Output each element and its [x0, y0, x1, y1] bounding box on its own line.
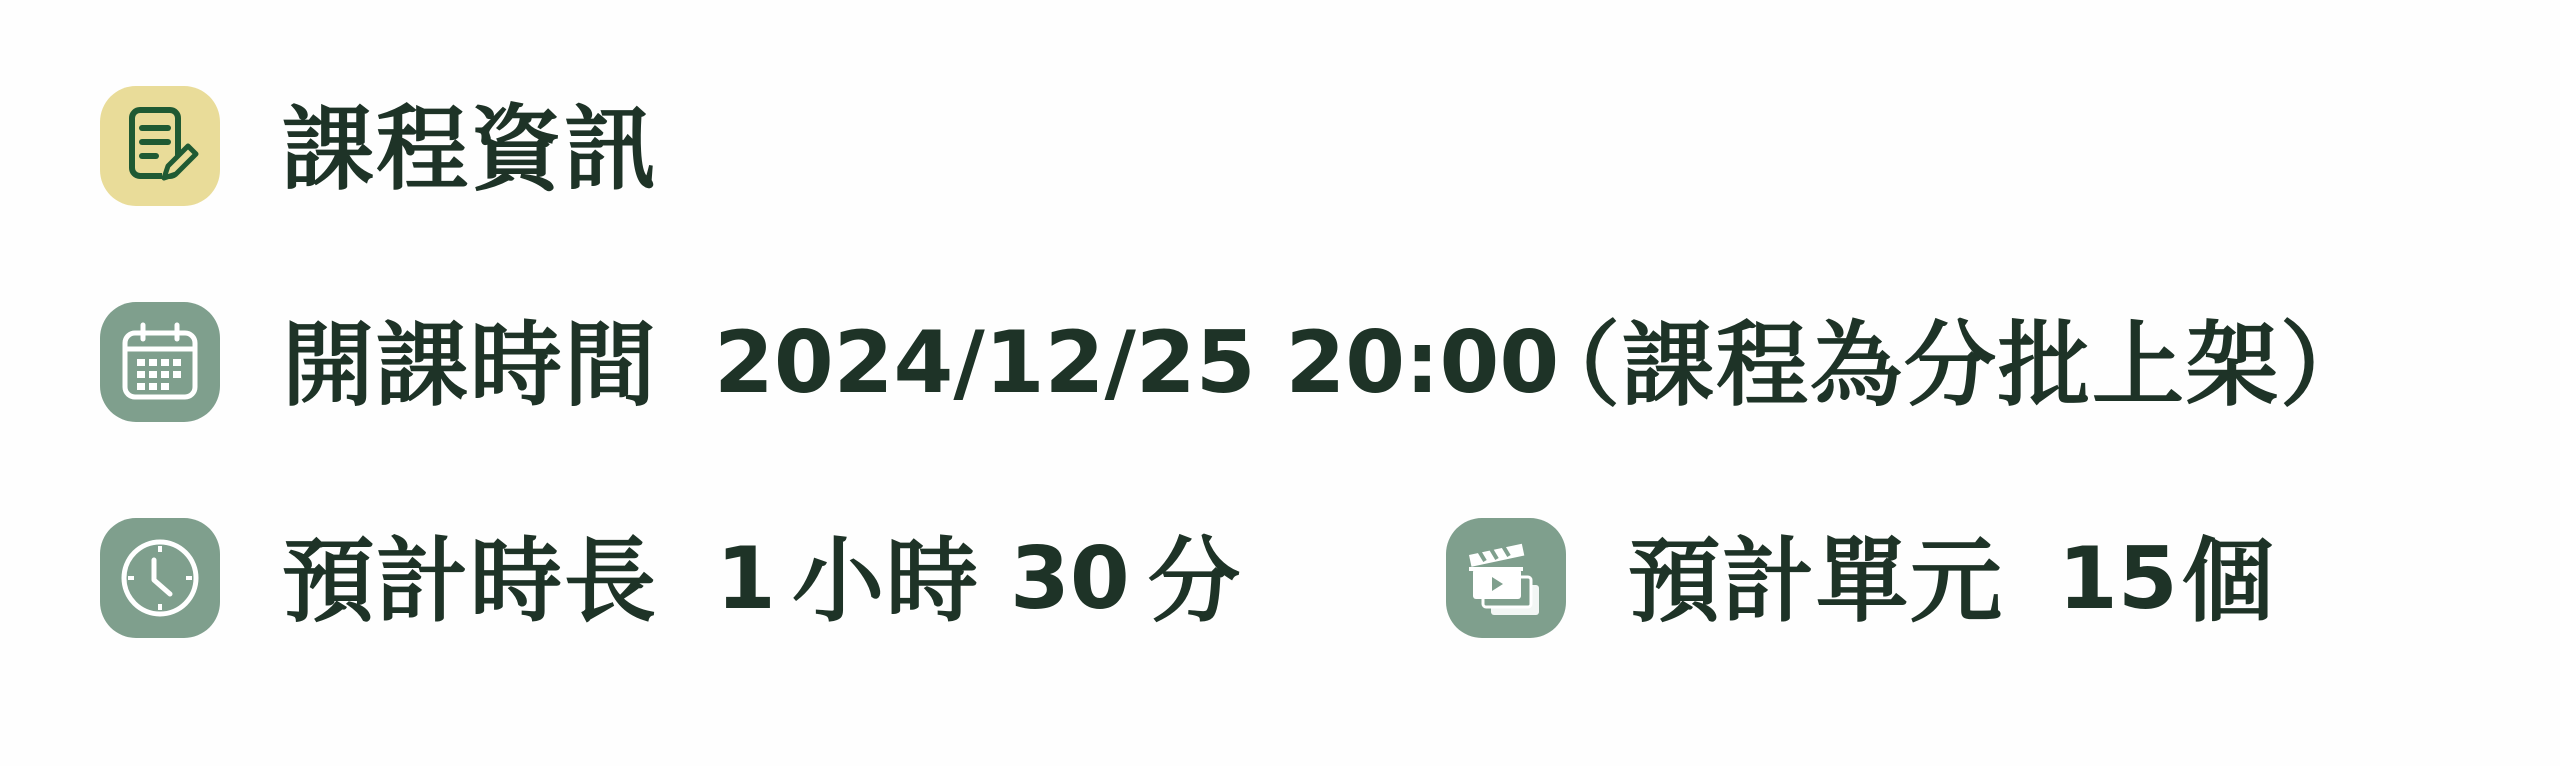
duration-icon-tile	[100, 518, 220, 638]
units-count-unit: 個	[2182, 528, 2277, 635]
video-clapper-icon	[1461, 533, 1551, 623]
document-edit-icon	[118, 104, 202, 188]
launch-time-value: 2024/12/25 20:00	[714, 313, 1560, 413]
units-label: 預計單元	[1628, 528, 2005, 635]
units-count: 15	[2058, 529, 2178, 629]
launch-time-label: 開課時間	[282, 312, 659, 419]
duration-hours-unit: 小時	[792, 528, 981, 635]
course-info-icon-tile	[100, 86, 220, 206]
units-icon-tile	[1446, 518, 1566, 638]
duration-minutes-unit: 分	[1148, 528, 1243, 635]
clock-icon	[118, 536, 202, 620]
launch-time-icon-tile	[100, 302, 220, 422]
duration-minutes: 30	[1010, 529, 1130, 629]
section-title: 課程資訊	[282, 96, 659, 203]
duration-hours: 1	[716, 529, 776, 629]
calendar-icon	[119, 321, 201, 403]
launch-time-note: （課程為分批上架）	[1528, 312, 2375, 419]
duration-label: 預計時長	[282, 528, 659, 635]
